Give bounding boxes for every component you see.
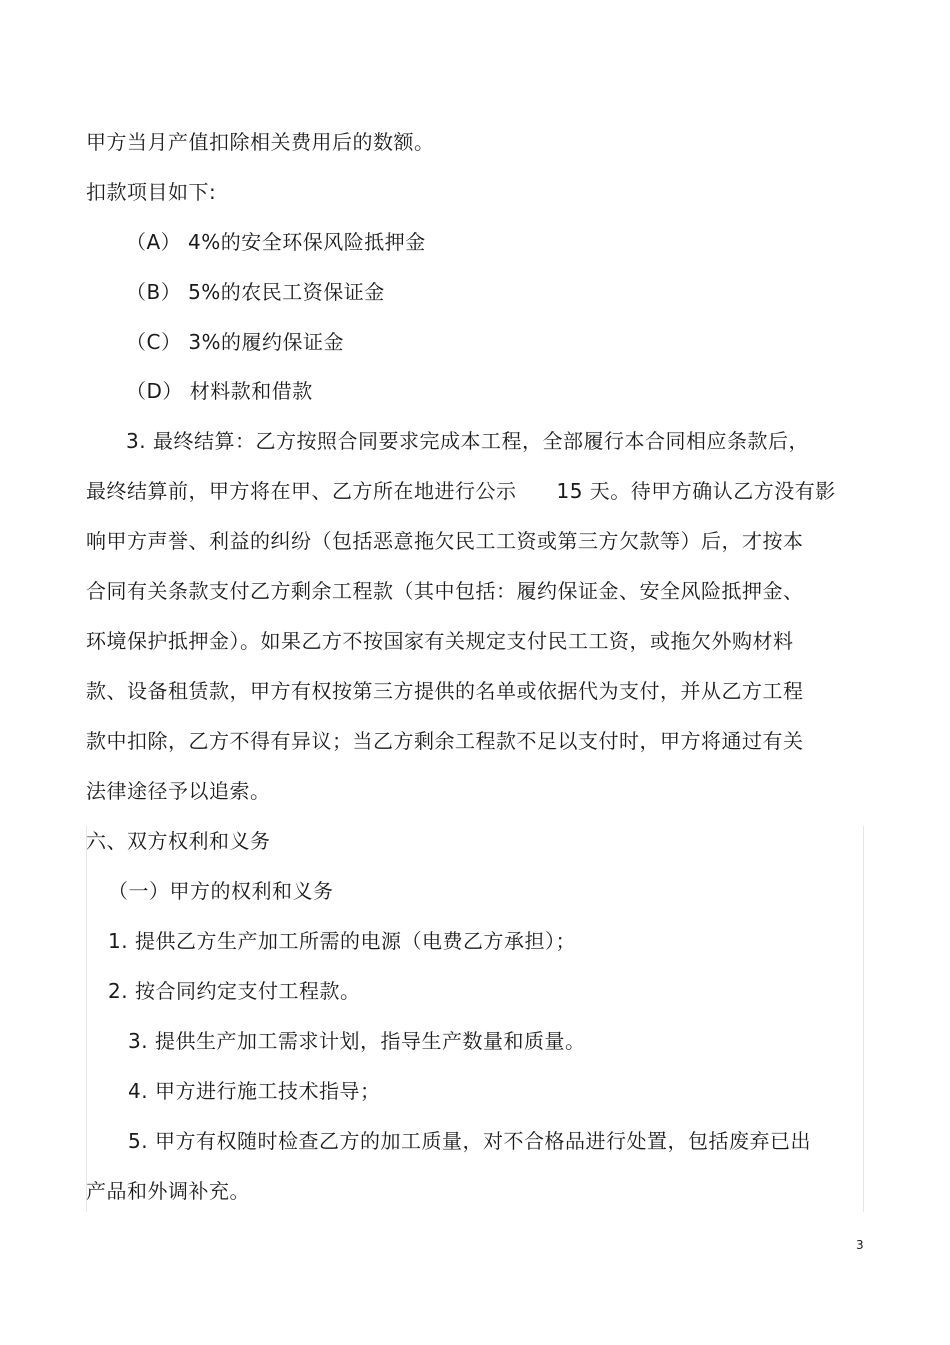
- paragraph-text: 15 天。待甲方确认乙方没有影: [556, 479, 836, 503]
- subsection-heading: （一）甲方的权利和义务: [108, 879, 334, 903]
- paragraph-text: 最终结算前，甲方将在甲、乙方所在地进行公示: [86, 479, 517, 503]
- final-settlement-line: 3. 最终结算：乙方按照合同要求完成本工程，全部履行本合同相应条款后，: [126, 429, 809, 453]
- deduction-item-d: （D） 材料款和借款: [126, 379, 313, 403]
- deduction-item-c: （C） 3%的履约保证金: [126, 330, 345, 354]
- final-settlement-line: [86, 477, 836, 505]
- page-number: 3: [856, 1238, 864, 1252]
- obligation-item: 2. 按合同约定支付工程款。: [108, 979, 361, 1003]
- section-heading: 六、双方权利和义务: [86, 829, 271, 853]
- deduction-item-a: （A） 4%的安全环保风险抵押金: [126, 230, 426, 254]
- obligation-item: 3. 提供生产加工需求计划，指导生产数量和质量。: [128, 1029, 586, 1053]
- paragraph-line: 款中扣除，乙方不得有异议；当乙方剩余工程款不足以支付时，甲方将通过有关: [86, 729, 804, 753]
- paragraph-line: 环境保护抵押金）。如果乙方不按国家有关规定支付民工工资，或拖欠外购材料: [86, 629, 794, 653]
- paragraph-line: 甲方当月产值扣除相关费用后的数额。: [86, 130, 435, 154]
- frame-right-border: [863, 826, 864, 1212]
- paragraph-line: 款、设备租赁款，甲方有权按第三方提供的名单或依据代为支付，并从乙方工程: [86, 679, 804, 703]
- paragraph-line: 合同有关条款支付乙方剩余工程款（其中包括：履约保证金、安全风险抵押金、: [86, 579, 804, 603]
- obligation-item: 1. 提供乙方生产加工所需的电源（电费乙方承担）；: [108, 929, 576, 953]
- frame-left-border: [86, 826, 87, 1212]
- obligation-item: 4. 甲方进行施工技术指导；: [128, 1079, 381, 1103]
- paragraph-line: 响甲方声誉、利益的纠纷（包括恶意拖欠民工工资或第三方欠款等）后，才按本: [86, 529, 804, 553]
- obligation-item: 5. 甲方有权随时检查乙方的加工质量，对不合格品进行处置，包括废弃已出: [128, 1129, 811, 1153]
- paragraph-line: 扣款项目如下:: [86, 180, 217, 204]
- paragraph-line: 法律途径予以追索。: [86, 779, 271, 803]
- paragraph-line: 产品和外调补充。: [86, 1179, 250, 1203]
- deduction-item-b: （B） 5%的农民工资保证金: [126, 280, 385, 304]
